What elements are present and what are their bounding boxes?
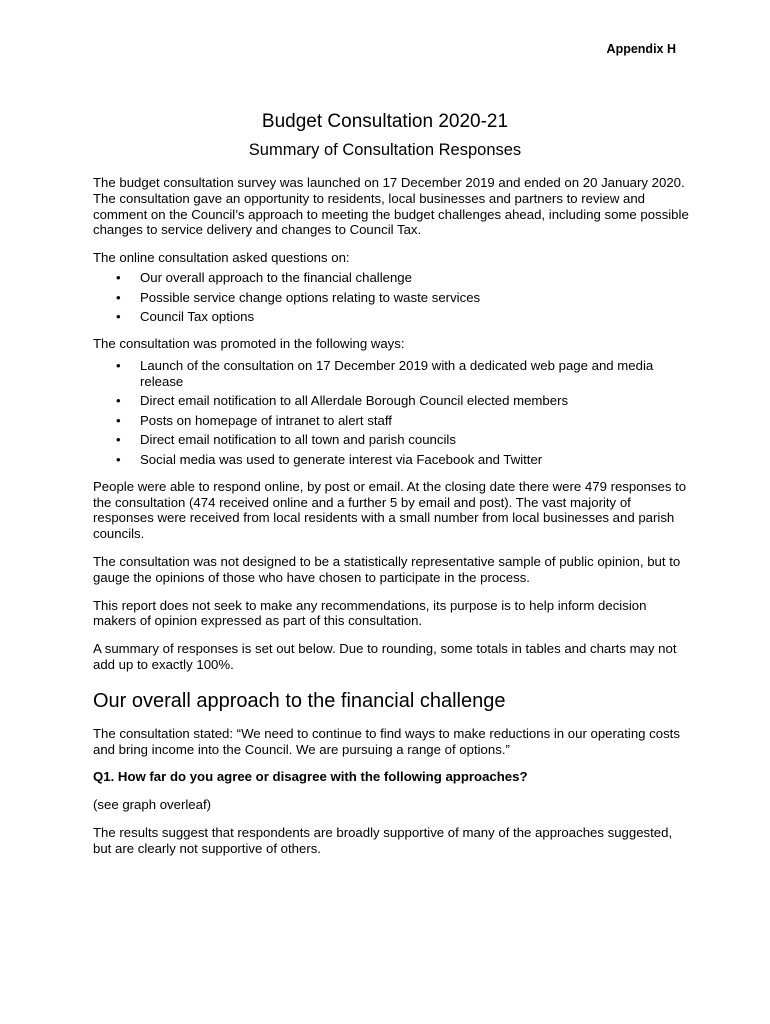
questions-intro: The online consultation asked questions on:: [93, 250, 350, 266]
list-item: [116, 451, 693, 468]
list-item: [116, 412, 693, 429]
bullet-icon: •: [116, 432, 121, 448]
graph-note: (see graph overleaf): [93, 797, 212, 813]
list-item-text: Social media was used to generate interest via Facebook and Twitter: [140, 451, 543, 467]
consultation-statement: The consultation stated: “We need to continue to find ways to make reductions in our operating costs and bring income into the Council. We are pursuing a range of options.”: [93, 725, 680, 757]
bullet-icon: •: [116, 451, 121, 467]
list-item: [116, 357, 693, 390]
bullet-icon: •: [116, 269, 121, 285]
list-item-text: Posts on homepage of intranet to alert staff: [140, 412, 392, 428]
document-title: Budget Consultation 2020-21: [261, 111, 509, 132]
appendix-label: Appendix H: [606, 42, 676, 56]
promotion-intro: The consultation was promoted in the following ways:: [93, 335, 405, 351]
list-item-text: Direct email notification to all Allerdale Borough Council elected members: [140, 393, 569, 409]
list-item-text: Our overall approach to the financial challenge: [140, 269, 412, 285]
document-subtitle: Summary of Consultation Responses: [248, 141, 522, 159]
questions-list: [93, 270, 693, 325]
list-item: [116, 289, 693, 306]
list-item: [116, 269, 693, 286]
list-item-text: Launch of the consultation on 17 December 2019 with a dedicated web page and media release: [140, 357, 654, 389]
document-body: [93, 175, 693, 868]
intro-paragraph: The budget consultation survey was launched on 17 December 2019 and ended on 20 January 2020. The consultation gave an opportunity to residents, local businesses and partners to review and comment on the Council’s approach to meeting the budget challenges ahead, including some possible changes to service delivery and changes to Council Tax.: [93, 175, 689, 238]
summary-paragraph: A summary of responses is set out below. Due to rounding, some totals in tables and charts may not add up to exactly 100%.: [93, 641, 677, 672]
list-item-text: Council Tax options: [140, 309, 255, 325]
section-heading: Our overall approach to the financial challenge: [93, 689, 506, 712]
bullet-icon: •: [116, 309, 121, 325]
recommendations-paragraph: This report does not seek to make any recommendations, its purpose is to help inform decision makers of opinion expressed as part of this consultation.: [93, 597, 647, 629]
representative-paragraph: The consultation was not designed to be a statistically representative sample of public opinion, but to gauge the opinions of those who have chosen to participate in the process.: [93, 553, 681, 585]
bullet-icon: •: [116, 393, 121, 409]
list-item: [116, 309, 693, 325]
promotion-list: [93, 358, 693, 468]
question-heading: Q1. How far do you agree or disagree with the following approaches?: [93, 769, 528, 785]
responses-paragraph: People were able to respond online, by post or email. At the closing date there were 479 responses to the consultation (474 received online and a further 5 by email and post). The vast majority of responses were received from local residents with a small number from local businesses and parish councils.: [93, 478, 687, 542]
bullet-icon: •: [116, 357, 121, 373]
list-item-text: Direct email notification to all town and parish councils: [140, 432, 456, 448]
bullet-icon: •: [116, 412, 121, 428]
bullet-icon: •: [116, 289, 121, 305]
list-item-text: Possible service change options relating to waste services: [140, 289, 481, 305]
list-item: [116, 393, 693, 409]
list-item: [116, 432, 693, 448]
results-paragraph: The results suggest that respondents are broadly supportive of many of the approaches suggested, but are clearly not supportive of others.: [93, 824, 673, 856]
